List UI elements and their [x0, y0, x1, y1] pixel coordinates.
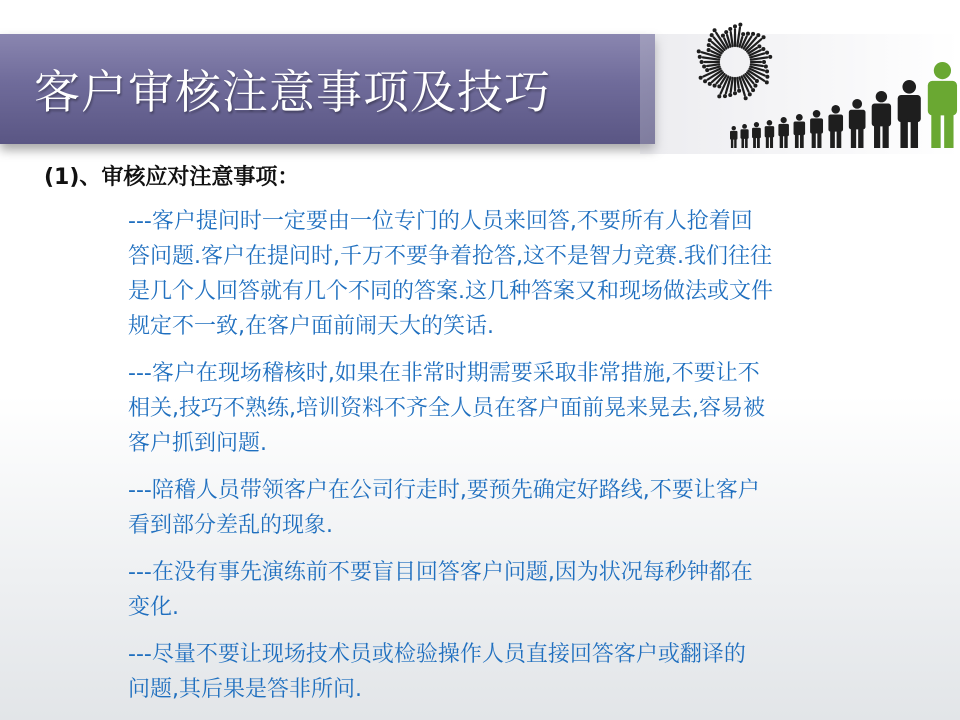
paragraph-line: 看到部分差乱的现象.	[128, 513, 333, 538]
ring-figure-mark	[731, 32, 733, 46]
ring-figure-head	[738, 23, 742, 27]
ring-figure-head	[708, 38, 712, 42]
paragraph-1	[128, 204, 928, 344]
ring-figure-head	[746, 32, 750, 36]
ring-figure-head	[753, 84, 757, 88]
paragraph-line: 规定不一致,在客户面前闹天大的笑话.	[128, 314, 494, 339]
ring-figure-head	[764, 64, 768, 68]
person-figure	[849, 99, 866, 148]
person-figure	[752, 122, 761, 148]
ring-figure-head	[717, 84, 721, 88]
ring-figure-head	[733, 91, 737, 95]
people-growth-logo-icon	[660, 0, 960, 160]
page-title: 客户审核注意事项及技巧	[34, 65, 551, 119]
ring-figure-head	[707, 43, 711, 47]
ring-figure-head	[744, 96, 748, 100]
ring-figure-head	[708, 82, 712, 86]
person-figure	[828, 105, 843, 148]
ring-figure-head	[699, 76, 703, 80]
ring-figure-head	[751, 88, 755, 92]
paragraph-line: 相关,技巧不熟练,培训资料不齐全人员在客户面前晃来晃去,容易被	[128, 396, 765, 421]
ring-figure-head	[765, 80, 769, 84]
ring-figure-head	[710, 33, 714, 37]
paragraph-line: ---客户提问时一定要由一位专门的人员来回答,不要所有人抢着回	[128, 209, 753, 234]
paragraph-line: ---尽量不要让现场技术员或检验操作人员直接回答客户或翻译的	[128, 642, 746, 667]
person-figure	[765, 120, 775, 148]
ring-figure-mark	[737, 78, 738, 88]
paragraph-3	[128, 473, 928, 543]
paragraph-line: 是几个人回答就有几个不同的答案.这几种答案又和现场做法或文件	[128, 279, 773, 304]
person-figure	[794, 114, 806, 148]
content-body	[128, 204, 928, 719]
ring-figure-head	[756, 33, 760, 37]
ring-figure-head	[748, 92, 752, 96]
title-banner	[0, 34, 655, 144]
person-figure	[872, 91, 891, 148]
person-figure	[810, 110, 823, 148]
person-figure	[730, 126, 737, 148]
ring-figure-head	[707, 48, 711, 52]
ring-figure-head	[728, 93, 732, 97]
ring-figure-head	[723, 94, 727, 98]
ring-figure-head	[755, 79, 759, 83]
ring-figure-head	[713, 84, 717, 88]
paragraph-line: ---客户在现场稽核时,如果在非常时期需要采取非常措施,不要让不	[128, 361, 760, 386]
section-heading: (1)、审核应对注意事项：	[44, 165, 300, 190]
ring-figure-head	[737, 89, 741, 93]
ring-figure-head	[765, 51, 769, 55]
paragraph-2	[128, 356, 928, 461]
ring-figure-head	[728, 27, 732, 31]
ring-figure-head	[702, 64, 706, 68]
ring-figure-mark	[731, 78, 733, 92]
paragraph-line: ---在没有事先演练前不要盲目回答客户问题,因为状况每秒钟都在	[128, 560, 753, 585]
paragraph-4	[128, 555, 928, 625]
ring-figure-head	[762, 35, 766, 39]
green-person-figure	[928, 62, 957, 148]
ring-figure-head	[717, 94, 721, 98]
paragraph-line: 客户抓到问题.	[128, 431, 267, 456]
ring-figure-mark	[751, 64, 763, 66]
ring-figure-head	[697, 49, 701, 53]
ring-figure-head	[751, 32, 755, 36]
person-figure	[740, 124, 748, 148]
ring-figure-head	[733, 24, 737, 28]
ring-figure-head	[713, 28, 717, 32]
ring-figure-mark	[707, 64, 719, 66]
ring-figure-head	[721, 34, 725, 38]
paragraph-5	[128, 637, 928, 707]
ring-figure-head	[705, 68, 709, 72]
ring-figure-head	[700, 60, 704, 64]
ring-figure-head	[761, 47, 765, 51]
ring-figure-head	[703, 79, 707, 83]
ring-figure-head	[768, 55, 772, 59]
ring-figure-head	[757, 44, 761, 48]
person-figure	[778, 117, 789, 148]
ring-figure-head	[741, 32, 745, 36]
ring-figure-head	[698, 55, 702, 59]
ring-figure-head	[765, 75, 769, 79]
ring-figure-head	[762, 60, 766, 64]
paragraph-line: 变化.	[128, 595, 179, 620]
paragraph-line: 问题,其后果是答非所问.	[128, 677, 362, 702]
paragraph-line: ---陪稽人员带领客户在公司行走时,要预先确定好路线,不要让客户	[128, 478, 760, 503]
ring-figure-head	[765, 69, 769, 73]
person-figure	[898, 80, 921, 148]
paragraph-line: 答问题.客户在提问时,千万不要争着抢答,这不是智力竞赛.我们往往	[128, 244, 772, 269]
ring-figure-head	[724, 30, 728, 34]
